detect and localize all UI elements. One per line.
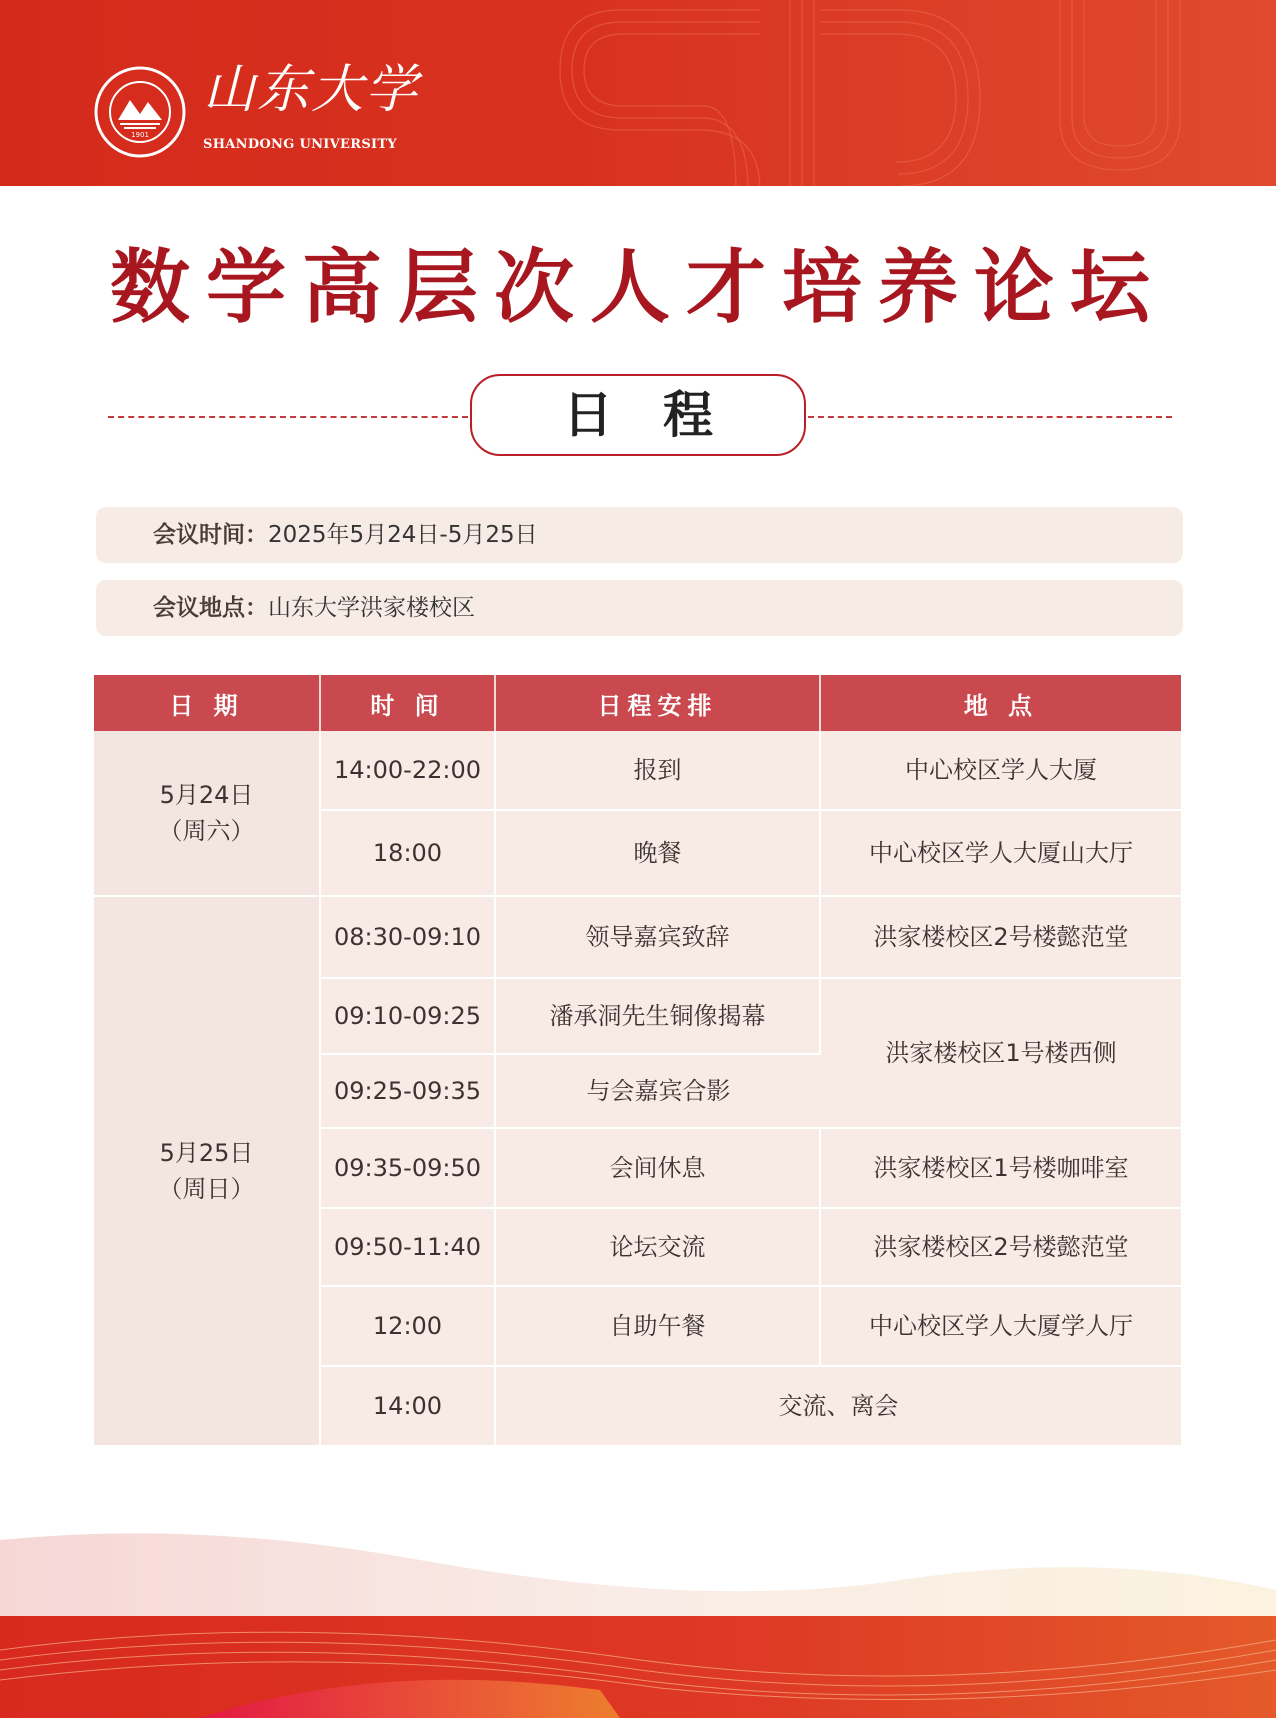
day-cell xyxy=(94,731,321,897)
table-header-row xyxy=(94,675,1181,731)
meeting-place-value: 山东大学洪家楼校区 xyxy=(268,595,475,621)
meeting-time-value: 2025年5月24日-5月25日 xyxy=(268,522,538,548)
place-cell: 洪家楼校区2号楼懿范堂 xyxy=(821,897,1181,979)
schedule-heading: 日程 xyxy=(470,374,806,456)
table-row xyxy=(94,731,1181,811)
event-cell: 领导嘉宾致辞 xyxy=(496,897,821,979)
place-cell: 洪家楼校区1号楼西侧 xyxy=(821,979,1181,1129)
event-cell: 自助午餐 xyxy=(496,1287,821,1367)
meeting-time-bar xyxy=(96,507,1183,563)
meeting-place-label: 会议地点： xyxy=(153,595,268,621)
time-cell: 08:30-09:10 xyxy=(321,897,496,979)
logo-english-name: SHANDONG UNIVERSITY xyxy=(203,137,397,152)
event-cell: 会间休息 xyxy=(496,1129,821,1209)
divider-right xyxy=(808,416,1172,418)
time-cell: 14:00-22:00 xyxy=(321,731,496,811)
time-cell: 09:25-09:35 xyxy=(321,1055,496,1129)
meeting-place-bar xyxy=(96,580,1183,636)
header-date: 日 期 xyxy=(94,675,321,731)
svg-text:1901: 1901 xyxy=(131,131,149,139)
place-cell: 中心校区学人大厦 xyxy=(821,731,1181,811)
event-cell: 交流、离会 xyxy=(496,1367,1181,1447)
event-cell: 与会嘉宾合影 xyxy=(496,1055,821,1129)
event-cell: 潘承洞先生铜像揭幕 xyxy=(496,979,821,1055)
day-date: 5月25日 xyxy=(159,1139,254,1167)
time-cell: 12:00 xyxy=(321,1287,496,1367)
time-cell: 14:00 xyxy=(321,1367,496,1447)
banner-watermark xyxy=(0,0,1276,186)
schedule-table xyxy=(94,675,1181,1447)
day-date: 5月24日 xyxy=(159,781,254,809)
time-cell: 09:50-11:40 xyxy=(321,1209,496,1287)
header-time: 时 间 xyxy=(321,675,496,731)
event-cell: 论坛交流 xyxy=(496,1209,821,1287)
header-place: 地 点 xyxy=(821,675,1181,731)
footer-wave-decoration xyxy=(0,1520,1276,1718)
day-cell xyxy=(94,897,321,1447)
event-cell: 报到 xyxy=(496,731,821,811)
day-weekday: （周日） xyxy=(158,1175,255,1203)
place-cell: 洪家楼校区2号楼懿范堂 xyxy=(821,1209,1181,1287)
event-cell: 晚餐 xyxy=(496,811,821,897)
header-event: 日程安排 xyxy=(496,675,821,731)
logo-chinese-name: 山东大学 xyxy=(203,60,420,120)
university-seal-logo xyxy=(94,66,186,158)
meeting-time-label: 会议时间： xyxy=(153,522,268,548)
place-cell: 中心校区学人大厦学人厅 xyxy=(821,1287,1181,1367)
day-weekday: （周六） xyxy=(158,817,255,845)
table-row xyxy=(94,897,1181,979)
time-cell: 09:35-09:50 xyxy=(321,1129,496,1209)
time-cell: 18:00 xyxy=(321,811,496,897)
place-cell: 洪家楼校区1号楼咖啡室 xyxy=(821,1129,1181,1209)
page-title: 数学高层次人才培养论坛 xyxy=(110,241,1166,334)
divider-left xyxy=(108,416,468,418)
time-cell: 09:10-09:25 xyxy=(321,979,496,1055)
place-cell: 中心校区学人大厦山大厅 xyxy=(821,811,1181,897)
header-banner xyxy=(0,0,1276,186)
